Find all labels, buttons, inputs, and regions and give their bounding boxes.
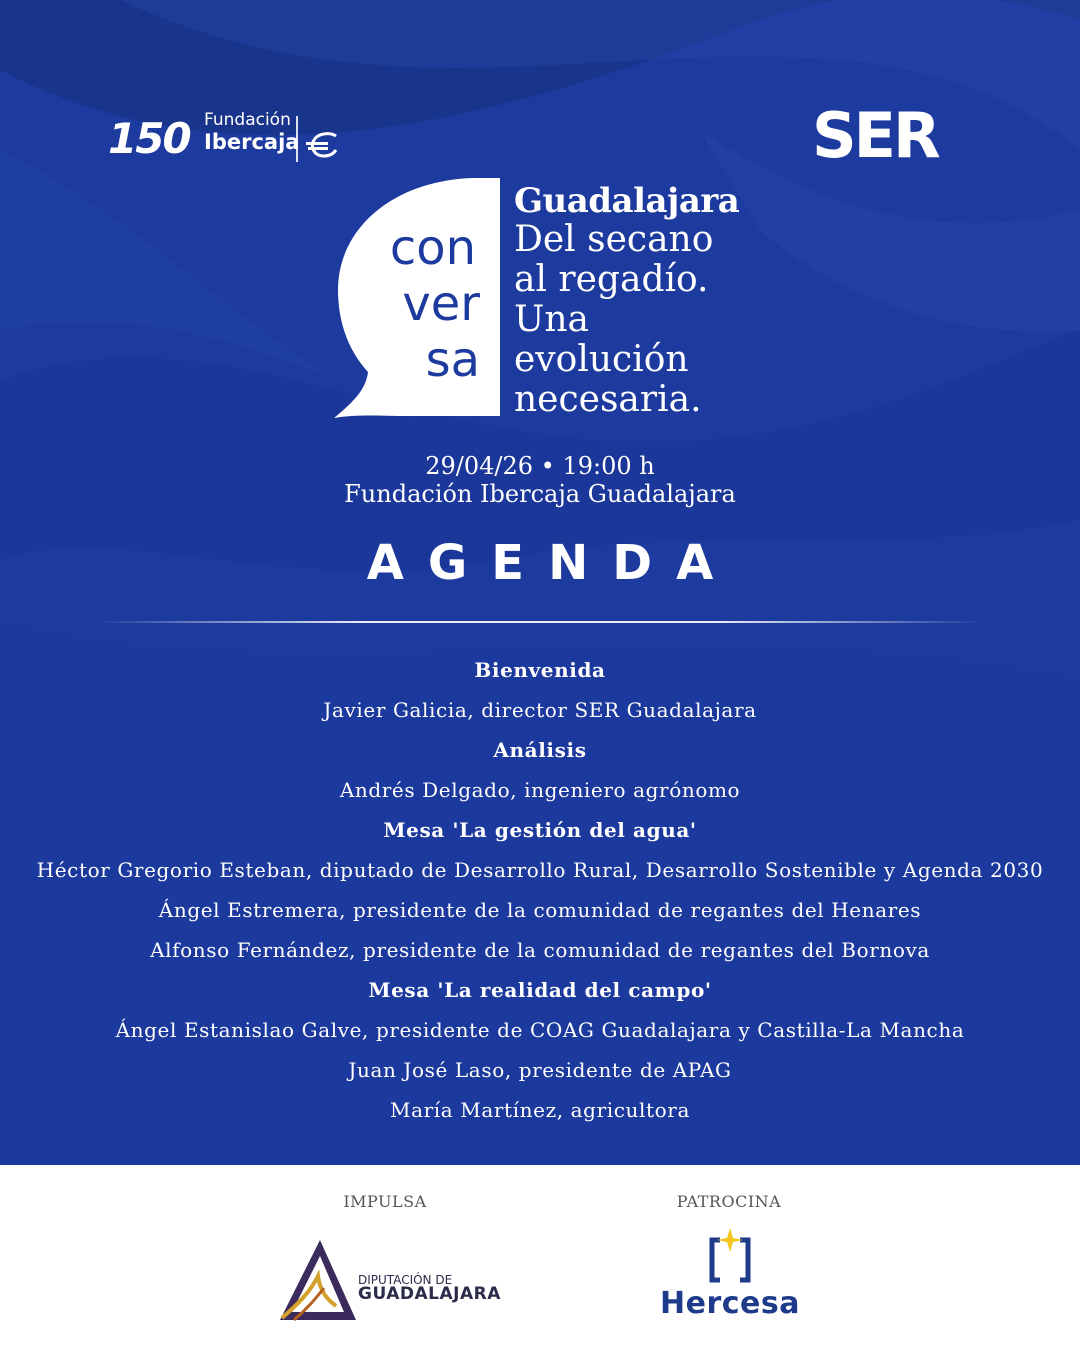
agenda-speaker: Juan José Laso, presidente de APAG xyxy=(348,1058,732,1082)
agenda-speaker: Javier Galicia, director SER Guadalajara xyxy=(323,698,757,722)
ser-logo: SER xyxy=(812,99,938,172)
patrocina-label: PATROCINA xyxy=(676,1192,782,1211)
diputacion-line-2: GUADALAJARA xyxy=(358,1284,501,1304)
agenda-section-title: Mesa 'La gestión del agua' xyxy=(383,818,697,842)
title-line: Del secano xyxy=(514,219,714,260)
logo-line-1: Fundación xyxy=(204,110,291,130)
bubble-word-2: ver xyxy=(402,276,480,332)
logo-line-2: Ibercaja xyxy=(204,130,300,154)
impulsa-label: IMPULSA xyxy=(343,1192,427,1211)
title-line: al regadío. xyxy=(514,259,709,300)
event-title xyxy=(514,182,854,420)
agenda-section-title: Bienvenida xyxy=(474,658,606,682)
agenda-speaker: Andrés Delgado, ingeniero agrónomo xyxy=(339,778,741,802)
agenda-list xyxy=(0,658,1080,1138)
agenda-section-title: Análisis xyxy=(493,738,587,762)
anniversary-number: 150 xyxy=(108,114,190,163)
agenda-section-title: Mesa 'La realidad del campo' xyxy=(368,978,712,1002)
hercesa-wordmark: Hercesa xyxy=(660,1286,800,1321)
divider xyxy=(95,621,985,623)
agenda-heading: AGENDA xyxy=(366,535,738,591)
event-details xyxy=(0,452,1080,508)
diputacion-mountain-icon xyxy=(276,1236,356,1326)
event-datetime: 29/04/26 • 19:00 h xyxy=(425,452,655,480)
diputacion-guadalajara-logo xyxy=(276,1236,506,1326)
agenda-speaker: Alfonso Fernández, presidente de la comunidad de regantes del Bornova xyxy=(150,938,930,962)
agenda-speaker: Héctor Gregorio Esteban, diputado de Desarrollo Rural, Desarrollo Sostenible y Agenda 2030 xyxy=(36,858,1044,882)
title-line: necesaria. xyxy=(514,379,702,420)
agenda-speaker: María Martínez, agricultora xyxy=(390,1098,690,1122)
euro-mark-icon xyxy=(304,132,344,158)
agenda-speaker: Ángel Estanislao Galve, presidente de COAG Guadalajara y Castilla-La Mancha xyxy=(115,1018,965,1042)
diputacion-line-1: DIPUTACIÓN DE xyxy=(358,1273,453,1287)
event-venue: Fundación Ibercaja Guadalajara xyxy=(344,480,736,508)
hercesa-logo xyxy=(650,1228,810,1328)
title-city: Guadalajara xyxy=(514,181,740,221)
bubble-word-1: con xyxy=(389,220,476,276)
agenda-speaker: Ángel Estremera, presidente de la comunidad de regantes del Henares xyxy=(158,898,922,922)
title-line: evolución xyxy=(514,339,689,380)
fundacion-ibercaja-logo xyxy=(108,110,368,170)
bubble-word-3: sa xyxy=(425,332,480,388)
hercesa-bracket-icon xyxy=(650,1228,810,1284)
title-line: Una xyxy=(514,299,589,340)
